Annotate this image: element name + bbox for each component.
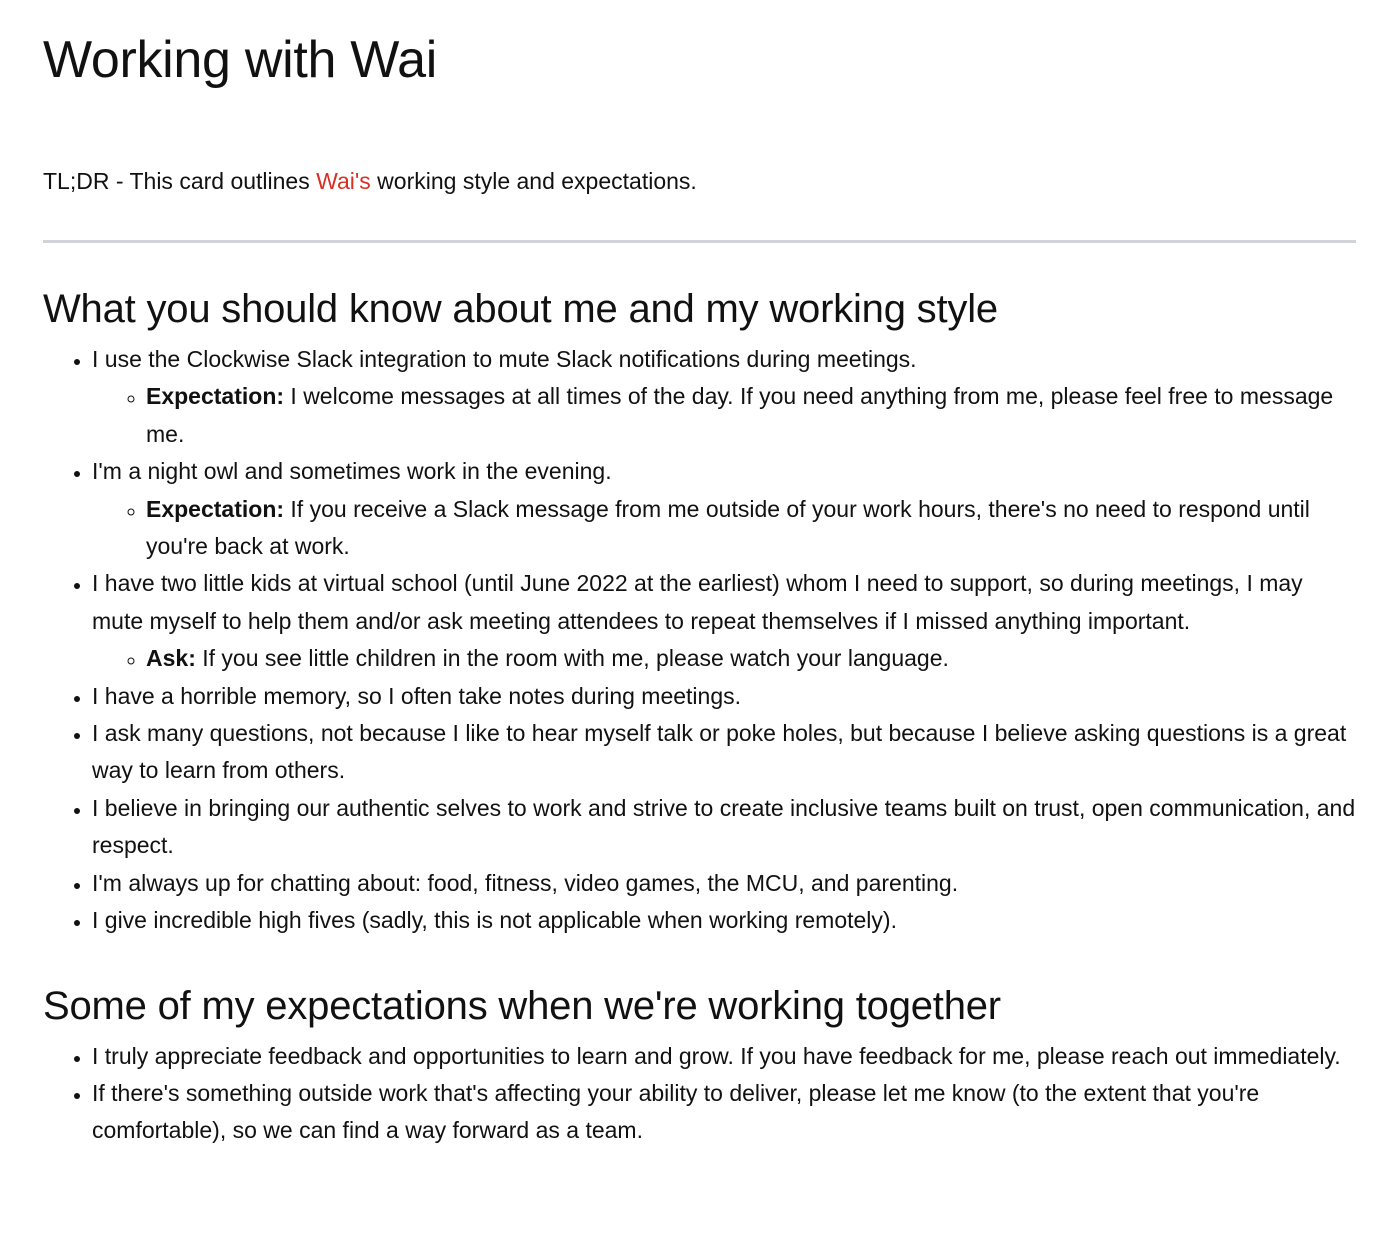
- list-item-text: I have a horrible memory, so I often take notes during meetings.: [92, 682, 742, 709]
- list-item: [92, 565, 1356, 677]
- list-item-text: If there's something outside work that's affecting your ability to deliver, please let me know (to the extent that you're comfortable), so we can find a way forward as a team.: [92, 1079, 1260, 1144]
- sub-list: [92, 491, 1356, 566]
- tldr-suffix: working style and expectations.: [370, 168, 697, 194]
- list-item: [92, 341, 1356, 453]
- sub-list-item: [146, 378, 1356, 453]
- list-item-text: I have two little kids at virtual school (until June 2022 at the earliest) whom I need to support, so during meetings, I may mute myself to help them and/or ask meeting attendees to repeat themselves if I missed anything important.: [92, 570, 1303, 634]
- sub-list: [92, 640, 1356, 677]
- working-style-heading: What you should know about me and my working style: [43, 287, 998, 331]
- list-item: [92, 453, 1356, 565]
- list-item-text: I give incredible high fives (sadly, this is not applicable when working remotely).: [92, 907, 897, 934]
- ask-label: Ask:: [146, 645, 196, 672]
- list-item: [92, 678, 1356, 715]
- list-item: [92, 865, 1356, 902]
- sub-list-item-text: I welcome messages at all times of the day. If you need anything from me, please feel free to message me.: [146, 383, 1334, 447]
- sub-list-item-text: If you receive a Slack message from me outside of your work hours, there's no need to respond until you're back at work.: [146, 495, 1310, 560]
- sub-list-item: [146, 640, 1356, 677]
- expectation-label: Expectation:: [146, 495, 285, 522]
- list-item-text: I'm a night owl and sometimes work in the evening.: [92, 458, 612, 485]
- expectations-list: [43, 1038, 1356, 1150]
- list-item-text: I ask many questions, not because I like to hear myself talk or poke holes, but because I believe asking questions is a great way to learn from others.: [92, 720, 1347, 784]
- sub-list: [92, 378, 1356, 453]
- expectations-heading: Some of my expectations when we're working together: [43, 983, 1001, 1028]
- tldr-summary: [43, 164, 1356, 198]
- list-item: [92, 1075, 1356, 1150]
- list-item: [92, 1038, 1356, 1075]
- sub-list-item: [146, 491, 1356, 566]
- list-item: [92, 715, 1356, 790]
- list-item-text: I use the Clockwise Slack integration to mute Slack notifications during meetings.: [92, 346, 917, 372]
- list-item-text: I truly appreciate feedback and opportunities to learn and grow. If you have feedback for me, please reach out immediately.: [92, 1042, 1341, 1069]
- list-item-text: I'm always up for chatting about: food, fitness, video games, the MCU, and parenting.: [92, 869, 959, 896]
- page-title: Working with Wai: [43, 31, 437, 89]
- list-item-text: I believe in bringing our authentic selves to work and strive to create inclusive teams built on trust, open communication, and respect.: [92, 794, 1356, 859]
- wai-profile-link[interactable]: Wai's: [316, 168, 371, 194]
- expectation-label: Expectation:: [146, 383, 285, 410]
- sub-list-item-text: If you see little children in the room with me, please watch your language.: [195, 645, 949, 672]
- tldr-prefix: TL;DR - This card outlines: [43, 168, 317, 194]
- list-item: [92, 902, 1356, 939]
- list-item: [92, 790, 1356, 865]
- section-divider: [43, 240, 1356, 243]
- working-style-list: [43, 341, 1356, 940]
